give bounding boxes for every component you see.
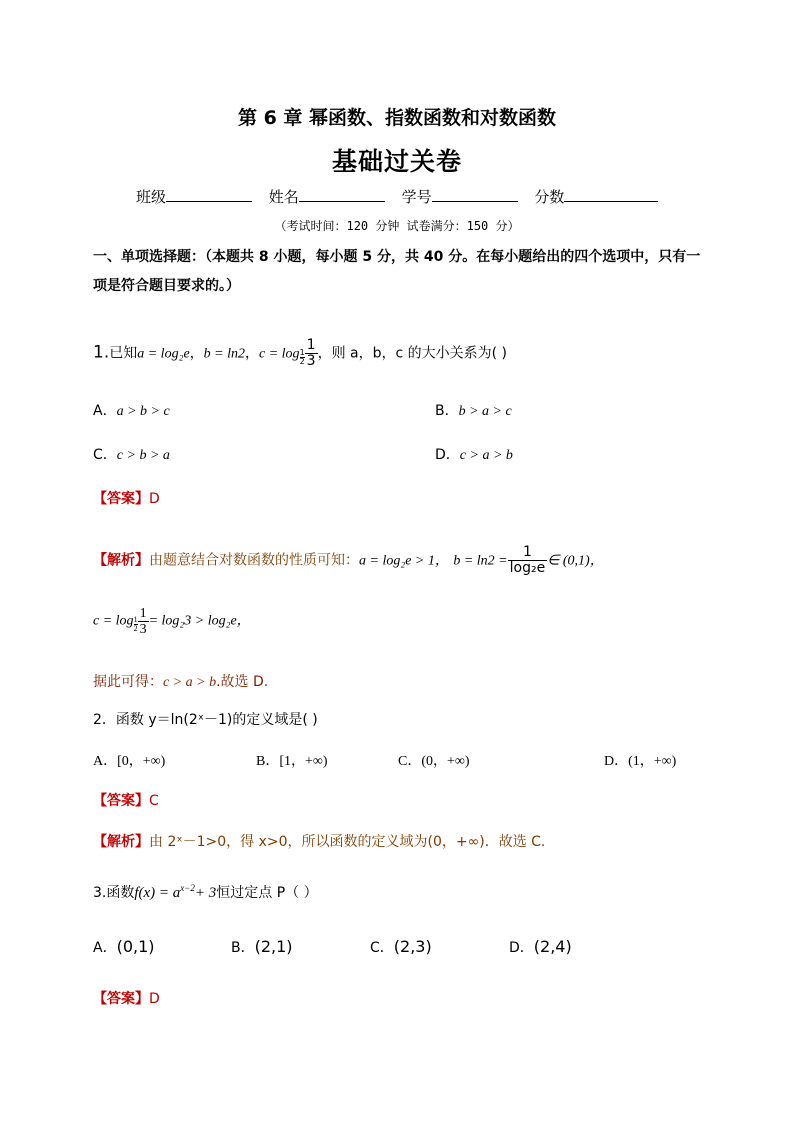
answer-value: D	[149, 991, 160, 1007]
option-label: A．	[93, 403, 117, 419]
field-line-number[interactable]	[432, 187, 518, 202]
base-den: 2	[299, 356, 305, 366]
conclusion-1	[93, 671, 268, 691]
option-d[interactable]	[509, 937, 572, 957]
analysis-1-line2	[93, 606, 251, 637]
analysis-tag: 【解析】	[93, 552, 149, 569]
page-subtitle: 基础过关卷	[331, 147, 462, 176]
option-b[interactable]	[231, 937, 293, 957]
student-info-fields	[136, 186, 670, 207]
field-label-name: 姓名	[268, 188, 299, 206]
analysis-expr-c-right: = log₂3 > log₂e，	[148, 613, 251, 629]
option-label: B．	[231, 940, 255, 956]
field-line-score[interactable]	[564, 187, 658, 202]
option-text: b > a > c	[458, 404, 512, 419]
analysis-2	[93, 831, 545, 851]
field-label-class: 班级	[136, 188, 167, 206]
option-text: (0，+∞)	[421, 754, 470, 769]
question-number: 1.	[93, 342, 110, 363]
option-a[interactable]	[93, 400, 170, 420]
field-line-class[interactable]	[166, 187, 252, 202]
analysis-text: 由 2ˣ－1>0，得 x>0，所以函数的定义域为(0，+∞)．故选 C.	[149, 834, 546, 850]
arg-num: 1	[306, 337, 316, 353]
log-arg-fraction	[138, 606, 149, 637]
analysis-expr-c-left: c = log	[93, 613, 134, 629]
question-prefix: 3.函数	[93, 885, 135, 901]
answer-value: C	[149, 793, 159, 809]
analysis-1-line1	[93, 545, 604, 576]
option-label: D．	[435, 447, 460, 463]
option-c[interactable]	[93, 444, 170, 464]
base-num: 1	[299, 347, 305, 357]
log-arg-fraction	[305, 338, 318, 369]
option-text: (0,1)	[116, 937, 155, 956]
answer-3	[93, 988, 160, 1008]
option-text: c > b > a	[116, 448, 170, 463]
exam-info: （考试时间：120 分钟 试卷满分：150 分）	[274, 219, 520, 233]
conclusion-expr: c > a > b	[163, 675, 217, 690]
frac-den: log₂e	[509, 560, 546, 576]
analysis-expr-b-left: b = ln2 =	[453, 553, 508, 569]
option-c[interactable]	[398, 750, 470, 770]
option-a[interactable]	[93, 750, 165, 770]
question-suffix: ，则 a，b，c 的大小关系为( )	[317, 345, 508, 362]
option-label: D．	[509, 940, 534, 956]
option-c[interactable]	[370, 937, 432, 957]
expr-c: c = log	[259, 346, 300, 362]
option-text: (1，+∞)	[628, 754, 677, 769]
analysis-tag: 【解析】	[93, 834, 149, 850]
function-rest: + 3	[194, 885, 217, 901]
option-label: C．	[398, 754, 422, 769]
analysis-expr-a: a = log₂e > 1，	[359, 553, 449, 569]
question-prefix: 已知	[109, 345, 138, 362]
field-line-name[interactable]	[299, 187, 385, 202]
analysis-b-fraction	[508, 545, 548, 576]
analysis-text: 由题意结合对数函数的性质可知：	[149, 552, 359, 569]
option-text: (2,4)	[533, 937, 572, 956]
analysis-expr-b-right: ∈ (0,1)，	[547, 553, 604, 569]
option-b[interactable]	[435, 400, 512, 420]
page-title: 第 6 章 幂函数、指数函数和对数函数	[237, 107, 557, 129]
option-text: [0，+∞)	[117, 754, 166, 769]
option-label: D．	[604, 754, 629, 769]
function-expr: f(x) = a	[134, 885, 181, 901]
question-2-stem: 2．函数 y＝ln(2ˣ－1)的定义域是( )	[93, 712, 318, 728]
field-label-score: 分数	[534, 188, 565, 206]
option-d[interactable]	[435, 444, 513, 464]
arg-den: 3	[139, 622, 147, 637]
arg-den: 3	[306, 353, 316, 369]
option-text: (2,1)	[254, 937, 293, 956]
answer-tag: 【答案】	[93, 491, 149, 507]
option-b[interactable]	[256, 750, 328, 770]
answer-value: D	[149, 491, 160, 507]
option-a[interactable]	[93, 937, 155, 957]
answer-tag: 【答案】	[93, 991, 149, 1007]
function-exponent: x−2	[180, 883, 195, 893]
answer-tag: 【答案】	[93, 793, 149, 809]
answer-1	[93, 488, 160, 508]
field-label-number: 学号	[401, 188, 432, 206]
option-label: A．	[93, 940, 117, 956]
answer-2	[93, 790, 159, 810]
frac-num: 1	[508, 545, 548, 561]
question-3-stem	[93, 882, 318, 902]
base-den: 2	[133, 623, 138, 633]
option-text: [1，+∞)	[279, 754, 328, 769]
expr-a: a = log₂e	[137, 346, 190, 362]
option-text: a > b > c	[116, 404, 170, 419]
question-1-stem: 1.已知a = log₂e，b = ln2，c = log $\frac{1}{2}$ $\frac{1}{3}$ ，则 a，b，c 的大小关系为( )	[93, 337, 508, 369]
option-label: A．	[93, 754, 118, 769]
option-label: B．	[256, 754, 280, 769]
option-text: (2,3)	[393, 937, 432, 956]
option-text: c > a > b	[459, 448, 513, 463]
option-label: B．	[435, 403, 459, 419]
option-label: C．	[370, 940, 394, 956]
conclusion-prefix: 据此可得：	[93, 674, 163, 690]
section-heading: 一、单项选择题：（本题共 8 小题，每小题 5 分，共 40 分。在每小题给出的四个选项中，只有一项是符合题目要求的。）	[93, 249, 701, 294]
expr-b: b = ln2	[203, 346, 245, 362]
base-num: 1	[133, 614, 138, 624]
option-label: C．	[93, 447, 117, 463]
question-suffix: 恒过定点 P（ ）	[216, 885, 318, 901]
conclusion-suffix: .故选 D.	[216, 674, 269, 690]
option-d[interactable]	[604, 750, 676, 770]
arg-num: 1	[139, 606, 147, 621]
